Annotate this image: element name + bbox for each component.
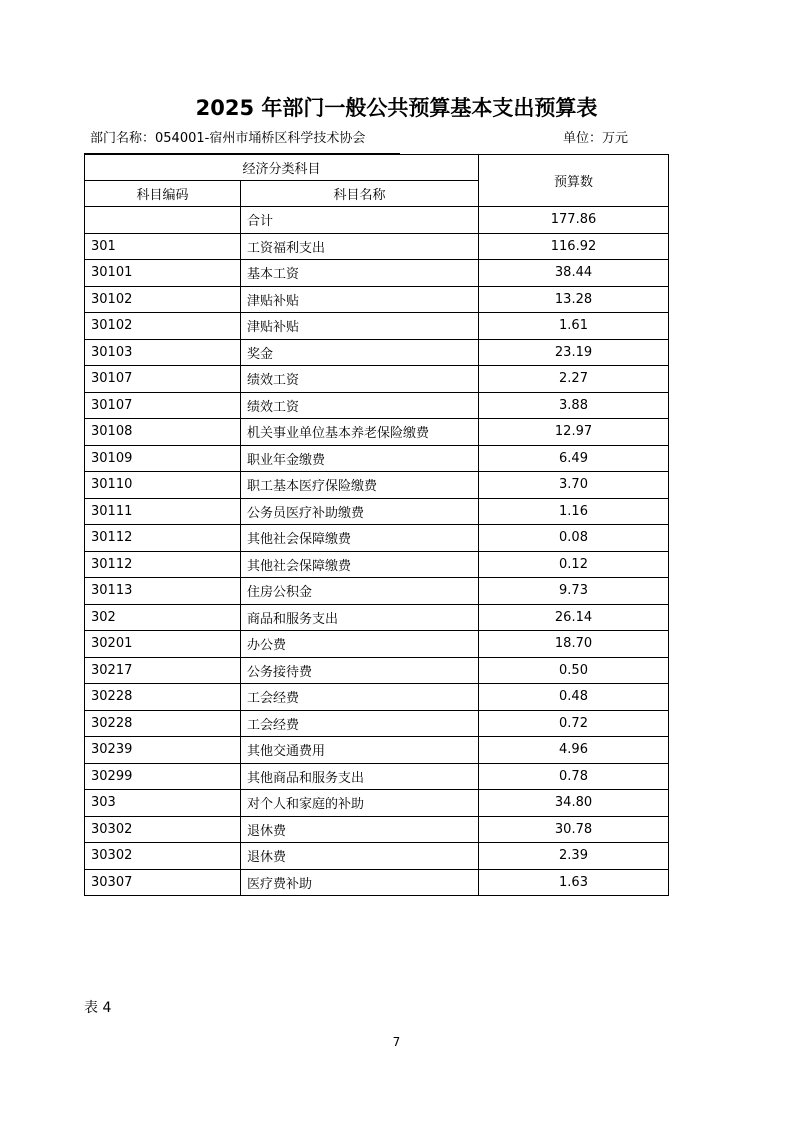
table-row <box>85 816 669 843</box>
table-row <box>85 684 669 711</box>
table-row <box>85 525 669 552</box>
cell-name: 其他社会保障缴费 <box>241 551 479 578</box>
cell-amount: 12.97 <box>479 419 669 446</box>
cell-code: 30201 <box>85 631 241 658</box>
cell-amount: 0.48 <box>479 684 669 711</box>
cell-name: 工会经费 <box>241 710 479 737</box>
cell-amount: 18.70 <box>479 631 669 658</box>
cell-name: 奖金 <box>241 339 479 366</box>
cell-code: 30101 <box>85 260 241 287</box>
cell-name: 津贴补贴 <box>241 286 479 313</box>
table-row <box>85 313 669 340</box>
cell-code: 30107 <box>85 392 241 419</box>
cell-name: 工会经费 <box>241 684 479 711</box>
cell-code: 30217 <box>85 657 241 684</box>
cell-amount: 1.61 <box>479 313 669 340</box>
cell-amount: 0.12 <box>479 551 669 578</box>
cell-name: 公务接待费 <box>241 657 479 684</box>
column-header-amount: 预算数 <box>479 155 669 207</box>
cell-name: 工资福利支出 <box>241 233 479 260</box>
cell-amount: 6.49 <box>479 445 669 472</box>
header-row-group <box>85 155 669 181</box>
cell-code: 30299 <box>85 763 241 790</box>
cell-name: 退休费 <box>241 843 479 870</box>
cell-name: 商品和服务支出 <box>241 604 479 631</box>
cell-amount: 38.44 <box>479 260 669 287</box>
table-row <box>85 233 669 260</box>
cell-code: 30302 <box>85 816 241 843</box>
budget-table <box>84 154 669 896</box>
cell-code: 30109 <box>85 445 241 472</box>
cell-code <box>85 207 241 234</box>
page-title: 2025 年部门一般公共预算基本支出预算表 <box>195 96 598 120</box>
cell-code: 30107 <box>85 366 241 393</box>
cell-code: 303 <box>85 790 241 817</box>
table-header <box>85 155 669 207</box>
cell-amount: 177.86 <box>479 207 669 234</box>
department-name: 部门名称：054001-宿州市埇桥区科学技术协会 <box>90 131 366 146</box>
table-row <box>85 339 669 366</box>
cell-amount: 9.73 <box>479 578 669 605</box>
cell-code: 30228 <box>85 710 241 737</box>
cell-code: 30110 <box>85 472 241 499</box>
table-row <box>85 498 669 525</box>
table-row <box>85 445 669 472</box>
table-row <box>85 366 669 393</box>
cell-code: 30103 <box>85 339 241 366</box>
cell-name: 退休费 <box>241 816 479 843</box>
cell-name: 绩效工资 <box>241 366 479 393</box>
table-row <box>85 419 669 446</box>
cell-amount: 0.72 <box>479 710 669 737</box>
cell-code: 301 <box>85 233 241 260</box>
cell-name: 津贴补贴 <box>241 313 479 340</box>
cell-amount: 34.80 <box>479 790 669 817</box>
table-row <box>85 260 669 287</box>
cell-code: 30112 <box>85 525 241 552</box>
cell-name: 公务员医疗补助缴费 <box>241 498 479 525</box>
cell-amount: 3.88 <box>479 392 669 419</box>
column-header-code: 科目编码 <box>85 181 241 207</box>
cell-code: 30239 <box>85 737 241 764</box>
cell-amount: 23.19 <box>479 339 669 366</box>
table-row <box>85 604 669 631</box>
table-row <box>85 631 669 658</box>
table-row <box>85 710 669 737</box>
cell-code: 302 <box>85 604 241 631</box>
table-row <box>85 392 669 419</box>
cell-code: 30307 <box>85 869 241 896</box>
cell-amount: 3.70 <box>479 472 669 499</box>
cell-amount: 1.63 <box>479 869 669 896</box>
cell-code: 30112 <box>85 551 241 578</box>
cell-amount: 26.14 <box>479 604 669 631</box>
table-row <box>85 843 669 870</box>
cell-code: 30108 <box>85 419 241 446</box>
table-number: 表 4 <box>84 1000 112 1016</box>
unit-label: 单位：万元 <box>563 131 629 146</box>
cell-name: 医疗费补助 <box>241 869 479 896</box>
cell-code: 30102 <box>85 286 241 313</box>
cell-code: 30113 <box>85 578 241 605</box>
cell-amount: 2.27 <box>479 366 669 393</box>
cell-amount: 4.96 <box>479 737 669 764</box>
cell-name: 其他商品和服务支出 <box>241 763 479 790</box>
group-header-economic-class: 经济分类科目 <box>85 155 479 181</box>
cell-amount: 116.92 <box>479 233 669 260</box>
cell-name: 职业年金缴费 <box>241 445 479 472</box>
cell-code: 30228 <box>85 684 241 711</box>
cell-name: 办公费 <box>241 631 479 658</box>
table-row <box>85 472 669 499</box>
table-row <box>85 207 669 234</box>
cell-code: 30302 <box>85 843 241 870</box>
table-body <box>85 207 669 896</box>
cell-amount: 30.78 <box>479 816 669 843</box>
table-row <box>85 869 669 896</box>
cell-amount: 1.16 <box>479 498 669 525</box>
page-number: 7 <box>392 1035 401 1049</box>
table-row <box>85 551 669 578</box>
table-row <box>85 657 669 684</box>
cell-name: 住房公积金 <box>241 578 479 605</box>
cell-name: 合计 <box>241 207 479 234</box>
cell-amount: 0.78 <box>479 763 669 790</box>
cell-amount: 0.08 <box>479 525 669 552</box>
column-header-name: 科目名称 <box>241 181 479 207</box>
cell-amount: 13.28 <box>479 286 669 313</box>
table-row <box>85 286 669 313</box>
cell-name: 对个人和家庭的补助 <box>241 790 479 817</box>
cell-name: 职工基本医疗保险缴费 <box>241 472 479 499</box>
cell-amount: 2.39 <box>479 843 669 870</box>
table-row <box>85 763 669 790</box>
cell-amount: 0.50 <box>479 657 669 684</box>
table-row <box>85 578 669 605</box>
cell-name: 其他交通费用 <box>241 737 479 764</box>
cell-name: 其他社会保障缴费 <box>241 525 479 552</box>
cell-name: 基本工资 <box>241 260 479 287</box>
table-row <box>85 737 669 764</box>
cell-code: 30111 <box>85 498 241 525</box>
cell-code: 30102 <box>85 313 241 340</box>
cell-name: 绩效工资 <box>241 392 479 419</box>
cell-name: 机关事业单位基本养老保险缴费 <box>241 419 479 446</box>
table-row <box>85 790 669 817</box>
